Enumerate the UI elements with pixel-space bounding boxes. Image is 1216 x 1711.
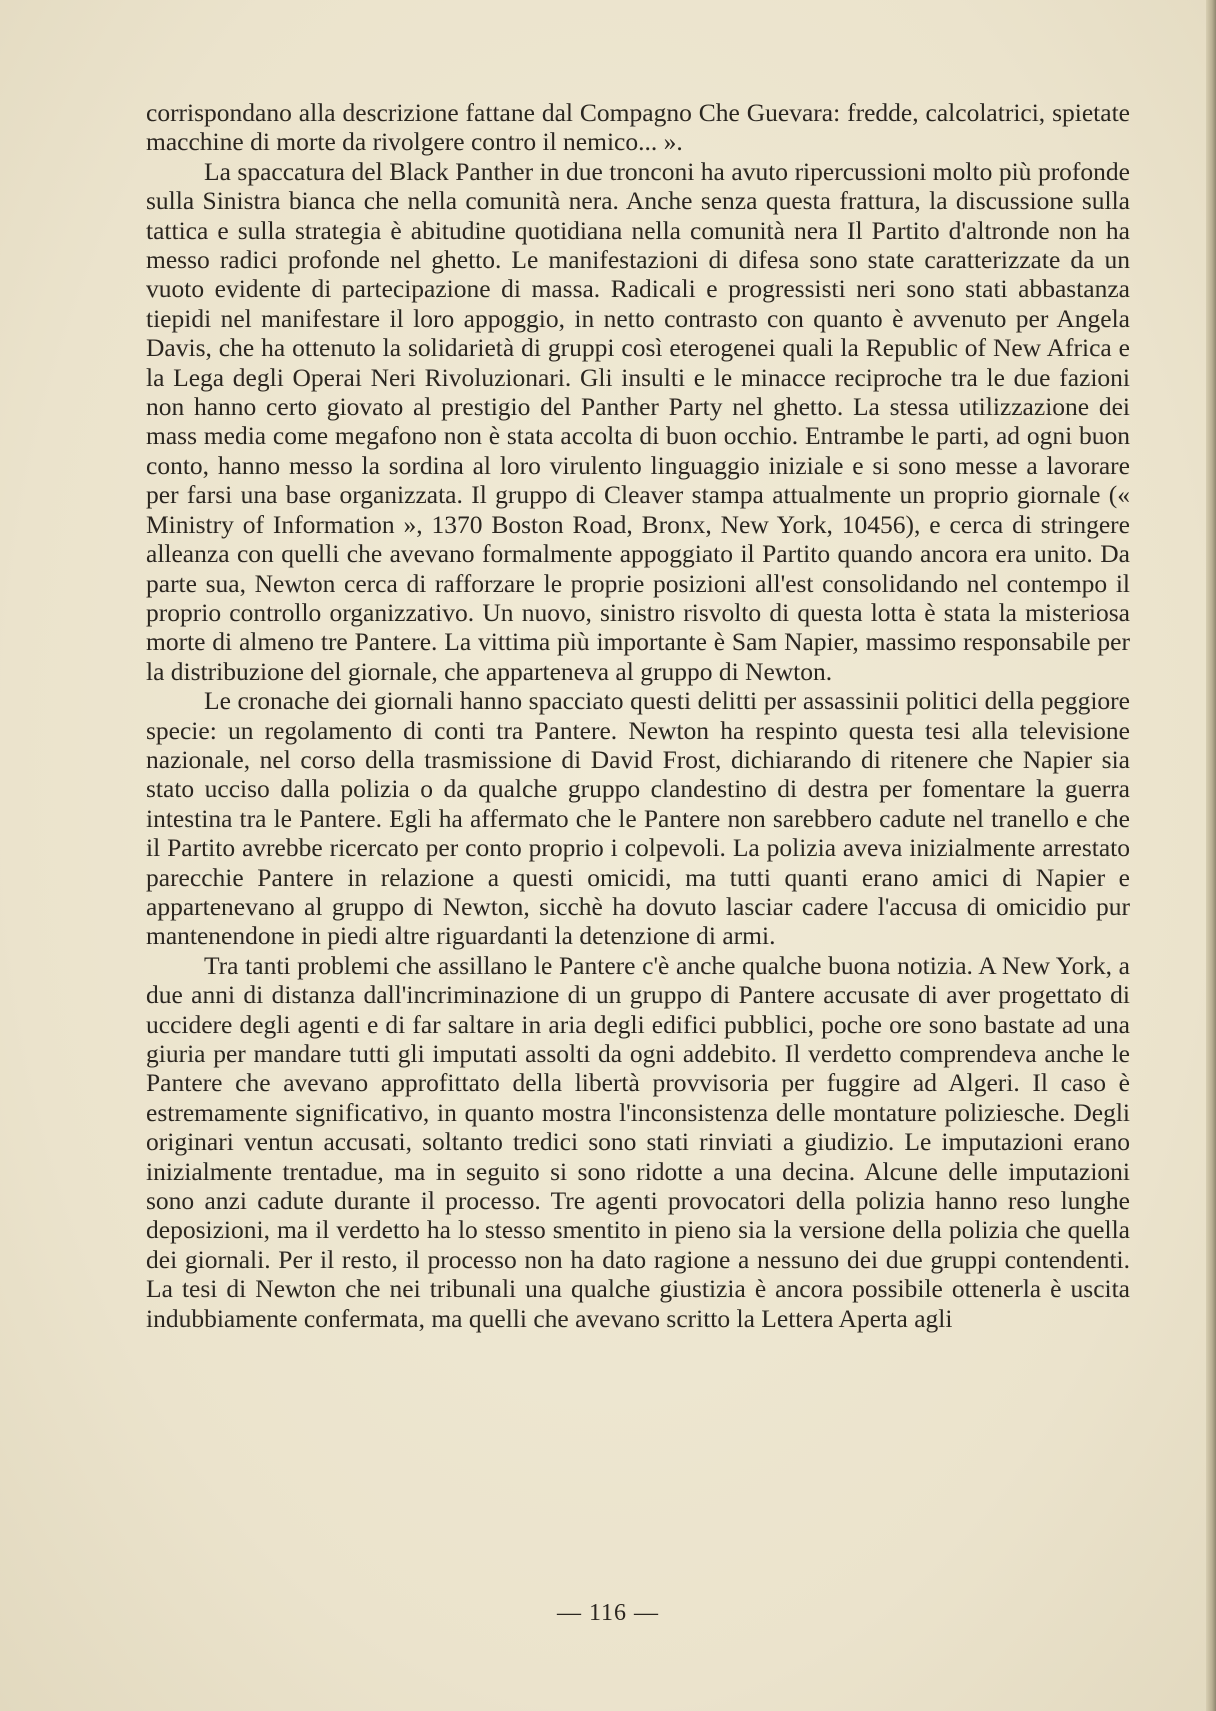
paragraph: Tra tanti problemi che assillano le Pantere c'è anche qualche buona notizia. A New York, a due anni di distanza dall'incriminazione di un gruppo di Pantere accusate di aver progettato di uccidere degli agenti e di far saltare in aria degli edifici pubblici, poche ore sono bastate ad una giuria per mandare tutti gli imputati assolti da ogni addebito. Il verdetto comprendeva anche le Pantere che avevano approfittato della libertà provvisoria per fuggire ad Algeri. Il caso è estremamente significativo, in quanto mostra l'inconsistenza delle montature poliziesche. Degli originari ventun accusati, soltanto tredici sono stati rinviati a giudizio. Le imputazioni erano inizialmente trentadue, ma in seguito si sono ridotte a una decina. Alcune delle imputazioni sono anzi cadute durante il processo. Tre agenti provocatori della polizia hanno reso lunghe deposizioni, ma il verdetto ha lo stesso smentito in pieno sia la versione della polizia che quella dei giornali. Per il resto, il processo non ha dato ragione a nessuno dei due gruppi contendenti. La tesi di Newton che nei tribunali una qualche giustizia è ancora possibile ottenerla è uscita indubbiamente confermata, ma quelli che avevano scritto la Lettera Aperta agli bbox=[146, 950, 1130, 1333]
page-edge bbox=[1206, 0, 1216, 1711]
paragraph-continued: corrispondano alla descrizione fattane dal Compagno Che Guevara: fredde, calcolatrici, spietate macchine di morte da rivolgere contro il nemico... ». bbox=[146, 98, 1130, 157]
page-number: — 116 — bbox=[556, 1600, 660, 1626]
body-text bbox=[146, 98, 1130, 1333]
paragraph: La spaccatura del Black Panther in due tronconi ha avuto ripercussioni molto più profonde sulla Sinistra bianca che nella comunità nera. Anche senza questa frattura, la discussione sulla tattica e sulla strategia è abitudine quotidiana nella comunità nera Il Partito d'altronde non ha messo radici profonde nel ghetto. Le manifestazioni di difesa sono state caratterizzate da un vuoto evidente di partecipazione di massa. Radicali e progressisti neri sono stati abbastanza tiepidi nel manifestare il loro appoggio, in netto contrasto con quanto è avvenuto per Angela Davis, che ha ottenuto la solidarietà di gruppi così eterogenei quali la Republic of New Africa e la Lega degli Operai Neri Rivoluzionari. Gli insulti e le minacce reciproche tra le due fazioni non hanno certo giovato al prestigio del Panther Party nel ghetto. La stessa utilizzazione dei mass media come megafono non è stata accolta di buon occhio. Entrambe le parti, ad ogni buon conto, hanno messo la sordina al loro virulento linguaggio iniziale e si sono messe a lavorare per farsi una base organizzata. Il gruppo di Cleaver stampa attualmente un proprio giornale (« Ministry of Information », 1370 Boston Road, Bronx, New York, 10456), e cerca di stringere alleanza con quelli che avevano formalmente appoggiato il Partito quando ancora era unito. Da parte sua, Newton cerca di rafforzare le proprie posizioni all'est consolidando nel contempo il proprio controllo organizzativo. Un nuovo, sinistro risvolto di questa lotta è stata la misteriosa morte di almeno tre Pantere. La vittima più importante è Sam Napier, massimo responsabile per la distribuzione del giornale, che apparteneva al gruppo di Newton. bbox=[146, 156, 1130, 686]
paragraph: Le cronache dei giornali hanno spacciato questi delitti per assassinii politici della peggiore specie: un regolamento di conti tra Pantere. Newton ha respinto questa tesi alla televisione nazionale, nel corso della trasmissione di David Frost, dichiarando di ritenere che Napier sia stato ucciso dalla polizia o da qualche gruppo clandestino di destra per fomentare la guerra intestina tra le Pantere. Egli ha affermato che le Pantere non sarebbero cadute nel tranello e che il Partito avrebbe ricercato per conto proprio i colpevoli. La polizia aveva inizialmente arrestato parecchie Pantere in relazione a questi omicidi, ma tutti quanti erano amici di Napier e appartenevano al gruppo di Newton, sicchè ha dovuto lasciar cadere l'accusa di omicidio pur mantenendone in piedi altre riguardanti la detenzione di armi. bbox=[146, 686, 1130, 951]
